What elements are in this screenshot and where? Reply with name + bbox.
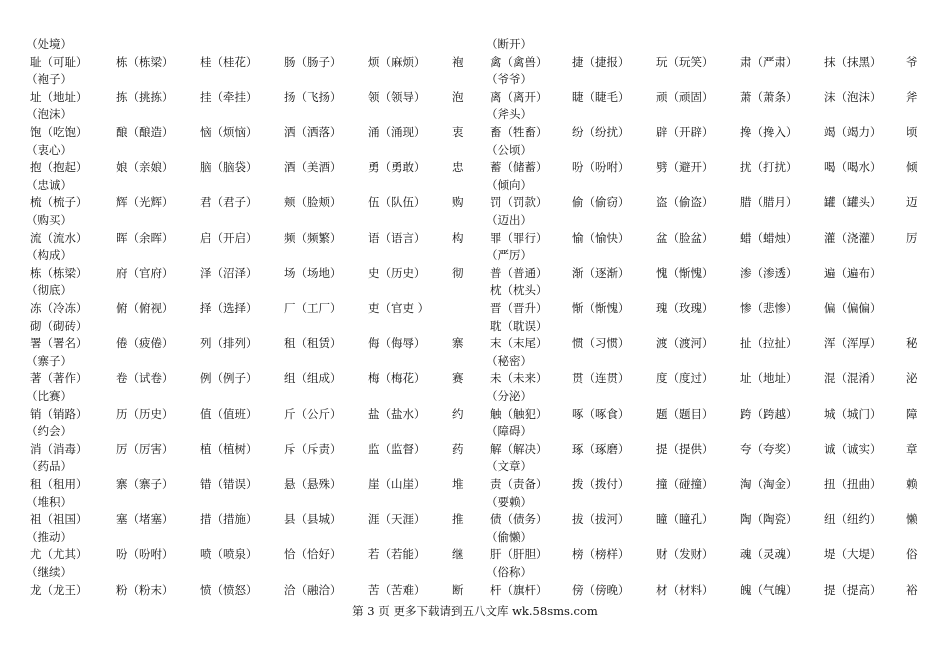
word-entry: 流（流水） <box>30 231 88 245</box>
word-entry: 赛 <box>452 371 464 385</box>
word-entry: 纽（纽约） <box>824 512 882 526</box>
word-entry: （约会） <box>26 424 72 438</box>
word-entry: 袍 <box>452 55 464 69</box>
word-entry: 洽（融洽） <box>284 583 342 597</box>
word-entry: （继续） <box>26 565 72 579</box>
word-entry: 离（离开） <box>490 90 548 104</box>
word-entry: 肃（严肃） <box>740 55 798 69</box>
word-entry: 寨（寨子） <box>116 477 174 491</box>
word-entry: 盗（偷盗） <box>656 195 714 209</box>
word-entry: 梳（梳子） <box>30 195 88 209</box>
word-entry: 堤（大堤） <box>824 547 882 561</box>
word-entry: 提（提供） <box>656 442 714 456</box>
word-entry: （寨子） <box>26 354 72 368</box>
word-entry: 晋（晋升） <box>490 301 548 315</box>
word-entry: 植（植树） <box>200 442 258 456</box>
word-entry: 斥（斥责） <box>284 442 342 456</box>
word-entry: 俯（俯视） <box>116 301 174 315</box>
word-entry: （要赖） <box>486 495 532 509</box>
word-entry: 普（普通） <box>490 266 548 280</box>
word-entry: 陶（陶瓷） <box>740 512 798 526</box>
word-entry: 桂（桂花） <box>200 55 258 69</box>
word-entry: 惭（惭愧） <box>572 301 630 315</box>
word-entry: 恰（恰好） <box>284 547 342 561</box>
word-entry: 晖（余晖） <box>116 231 174 245</box>
word-entry: 萧（萧条） <box>740 90 798 104</box>
word-entry: （处境） <box>26 37 72 51</box>
word-entry: 撞（碰撞） <box>656 477 714 491</box>
word-entry: 悬（悬殊） <box>284 477 342 491</box>
word-entry: 耽（耽误） <box>490 319 548 333</box>
word-entry: 约 <box>452 407 464 421</box>
word-entry: 寨 <box>452 336 464 350</box>
word-entry: 瑰（玫瑰） <box>656 301 714 315</box>
word-entry: 混（混淆） <box>824 371 882 385</box>
word-entry: 构 <box>452 231 464 245</box>
word-entry: 栋（栋梁） <box>116 55 174 69</box>
word-entry: 淘（淘金） <box>740 477 798 491</box>
word-entry: 租（租用） <box>30 477 88 491</box>
word-entry: （忠诚） <box>26 178 72 192</box>
word-entry: 例（例子） <box>200 371 258 385</box>
word-entry: 盐（盐水） <box>368 407 426 421</box>
word-entry: 泌 <box>906 371 918 385</box>
word-entry: 酿（酿造） <box>116 125 174 139</box>
word-entry: （爷爷） <box>486 72 532 86</box>
word-entry: 盆（脸盆） <box>656 231 714 245</box>
word-entry: 烦（麻烦） <box>368 55 426 69</box>
word-entry: 租（租赁） <box>284 336 342 350</box>
word-entry: 杆（旗杆） <box>490 583 548 597</box>
word-entry: （障碍） <box>486 424 532 438</box>
word-entry: 组（组成） <box>284 371 342 385</box>
word-entry: 偷（偷窃） <box>572 195 630 209</box>
word-entry: 崖（山崖） <box>368 477 426 491</box>
word-entry: 睫（睫毛） <box>572 90 630 104</box>
word-entry: 蜡（蜡烛） <box>740 231 798 245</box>
word-entry: 娘（亲娘） <box>116 160 174 174</box>
word-entry: （分泌） <box>486 389 532 403</box>
word-entry: 罚（罚款） <box>490 195 548 209</box>
word-entry: 吩（吩咐） <box>572 160 630 174</box>
word-entry: 拣（挑拣） <box>116 90 174 104</box>
word-entry: 勇（勇敢） <box>368 160 426 174</box>
word-entry: 拨（拨付） <box>572 477 630 491</box>
word-entry: 责（责备） <box>490 477 548 491</box>
word-entry: 赖 <box>906 477 918 491</box>
word-entry: （文章） <box>486 459 532 473</box>
word-entry: 伍（队伍） <box>368 195 426 209</box>
word-entry: 署（署名） <box>30 336 88 350</box>
word-entry: 吩（吩咐） <box>116 547 174 561</box>
word-entry: 偏（偏偏） <box>824 301 882 315</box>
word-entry: （俗称） <box>486 565 532 579</box>
word-entry: 场（场地） <box>284 266 342 280</box>
word-entry: 厉（厉害） <box>116 442 174 456</box>
word-entry: （比赛） <box>26 389 72 403</box>
word-entry: （堆积） <box>26 495 72 509</box>
word-entry: 泽（沼泽） <box>200 266 258 280</box>
word-entry: 肠（肠子） <box>284 55 342 69</box>
word-entry: 扰（打扰） <box>740 160 798 174</box>
word-entry: 魄（气魄） <box>740 583 798 597</box>
word-entry: 侮（侮辱） <box>368 336 426 350</box>
page-footer: 第 3 页 更多下载请到五八文库 wk.58sms.com <box>352 604 598 618</box>
word-entry: 畜（牲畜） <box>490 125 548 139</box>
word-entry: 末（末尾） <box>490 336 548 350</box>
word-entry: 涯（天涯） <box>368 512 426 526</box>
word-entry: 浑（浑厚） <box>824 336 882 350</box>
word-entry: 抹（抹黑） <box>824 55 882 69</box>
word-entry: 罐（罐头） <box>824 195 882 209</box>
word-entry: 爷 <box>906 55 918 69</box>
word-entry: 洒（洒落） <box>284 125 342 139</box>
word-entry: 断 <box>452 583 464 597</box>
word-entry: （斧头） <box>486 107 532 121</box>
word-entry: 挂（牵挂） <box>200 90 258 104</box>
word-entry: 耻（可耻） <box>30 55 88 69</box>
word-entry: （购买） <box>26 213 72 227</box>
word-entry: 提（提高） <box>824 583 882 597</box>
word-entry: 冻（冷冻） <box>30 301 88 315</box>
word-entry: 度（度过） <box>656 371 714 385</box>
word-entry: 诚（诚实） <box>824 442 882 456</box>
word-entry: 魂（灵魂） <box>740 547 798 561</box>
word-entry: 错（错误） <box>200 477 258 491</box>
word-entry: （严厉） <box>486 248 532 262</box>
word-entry: 斧 <box>906 90 918 104</box>
word-entry: 厉 <box>906 231 918 245</box>
word-entry: 渡（渡河） <box>656 336 714 350</box>
word-entry: （彻底） <box>26 283 72 297</box>
word-entry: 若（若能） <box>368 547 426 561</box>
word-entry: 扯（拉扯） <box>740 336 798 350</box>
word-entry: 贯（连贯） <box>572 371 630 385</box>
word-entry: 龙（龙王） <box>30 583 88 597</box>
word-entry: （推动） <box>26 530 72 544</box>
word-entry: 尤（尤其） <box>30 547 88 561</box>
word-entry: 泡 <box>452 90 464 104</box>
word-entry: 值（值班） <box>200 407 258 421</box>
word-entry: 史（历史） <box>368 266 426 280</box>
word-entry: 懒 <box>906 512 918 526</box>
word-entry: 秘 <box>906 336 918 350</box>
word-entry: 解（解决） <box>490 442 548 456</box>
word-entry: 祖（祖国） <box>30 512 88 526</box>
word-entry: 愤（愤怒） <box>200 583 258 597</box>
word-entry: 频（频繁） <box>284 231 342 245</box>
word-entry: 触（触犯） <box>490 407 548 421</box>
word-entry: 著（著作） <box>30 371 88 385</box>
word-entry: 裕 <box>906 583 918 597</box>
word-entry: 列（排列） <box>200 336 258 350</box>
word-entry: 药 <box>452 442 464 456</box>
word-entry: 抱（抱起） <box>30 160 88 174</box>
word-entry: （衷心） <box>26 143 72 157</box>
word-entry: 喝（喝水） <box>824 160 882 174</box>
word-entry: 蓄（储蓄） <box>490 160 548 174</box>
word-entry: 俗 <box>906 547 918 561</box>
word-entry: 涌（涌现） <box>368 125 426 139</box>
word-entry: （秘密） <box>486 354 532 368</box>
word-entry: 斤（公斤） <box>284 407 342 421</box>
word-entry: 渗（渗透） <box>740 266 798 280</box>
word-entry: 竭（竭力） <box>824 125 882 139</box>
word-entry: 沫（泡沫） <box>824 90 882 104</box>
word-entry: （迈出） <box>486 213 532 227</box>
word-entry: 恼（烦恼） <box>200 125 258 139</box>
word-entry: 塞（堵塞） <box>116 512 174 526</box>
word-entry: 啄（啄食） <box>572 407 630 421</box>
word-entry: （袍子） <box>26 72 72 86</box>
word-entry: 启（开启） <box>200 231 258 245</box>
word-entry: 枕（枕头） <box>490 283 548 297</box>
word-entry: 粉（粉末） <box>116 583 174 597</box>
word-entry: 购 <box>452 195 464 209</box>
word-entry: 禽（禽兽） <box>490 55 548 69</box>
word-entry: 颊（脸颊） <box>284 195 342 209</box>
word-entry: 劈（避开） <box>656 160 714 174</box>
word-entry: 城（城门） <box>824 407 882 421</box>
word-entry: （构成） <box>26 248 72 262</box>
word-entry: 愉（愉快） <box>572 231 630 245</box>
word-entry: 扭（扭曲） <box>824 477 882 491</box>
word-entry: 顽（顽固） <box>656 90 714 104</box>
word-entry: 府（官府） <box>116 266 174 280</box>
word-entry: 瞳（瞳孔） <box>656 512 714 526</box>
word-entry: 彻 <box>452 266 464 280</box>
word-entry: 腊（腊月） <box>740 195 798 209</box>
word-entry: （泡沫） <box>26 107 72 121</box>
word-entry: 砌（砌砖） <box>30 319 88 333</box>
word-entry: 惨（悲惨） <box>740 301 798 315</box>
word-entry: 顷 <box>906 125 918 139</box>
word-entry: 辉（光辉） <box>116 195 174 209</box>
word-entry: 惯（习惯） <box>572 336 630 350</box>
word-entry: 苦（苦难） <box>368 583 426 597</box>
word-entry: （药品） <box>26 459 72 473</box>
word-entry: 县（县城） <box>284 512 342 526</box>
word-entry: 堆 <box>452 477 464 491</box>
word-entry: 债（债务） <box>490 512 548 526</box>
word-entry: 辟（开辟） <box>656 125 714 139</box>
word-entry: 章 <box>906 442 918 456</box>
word-entry: 址（地址） <box>30 90 88 104</box>
word-entry: 脑（脑袋） <box>200 160 258 174</box>
word-entry: （断开） <box>486 37 532 51</box>
word-entry: 遍（遍布） <box>824 266 882 280</box>
word-entry: 捷（捷报） <box>572 55 630 69</box>
word-entry: 梅（梅花） <box>368 371 426 385</box>
word-entry: 肝（肝胆） <box>490 547 548 561</box>
word-entry: 址（地址） <box>740 371 798 385</box>
word-entry: 玩（玩笑） <box>656 55 714 69</box>
word-entry: 择（选择） <box>200 301 258 315</box>
word-entry: 措（措施） <box>200 512 258 526</box>
word-entry: 灌（浇灌） <box>824 231 882 245</box>
word-entry: （倾向） <box>486 178 532 192</box>
word-entry: 夸（夸奖） <box>740 442 798 456</box>
word-entry: 历（历史） <box>116 407 174 421</box>
word-entry: 纷（纷扰） <box>572 125 630 139</box>
word-entry: 渐（逐渐） <box>572 266 630 280</box>
word-entry: 倾 <box>906 160 918 174</box>
word-entry: 衷 <box>452 125 464 139</box>
word-entry: 财（发财） <box>656 547 714 561</box>
word-entry: 销（销路） <box>30 407 88 421</box>
word-entry: 饱（吃饱） <box>30 125 88 139</box>
word-entry: 推 <box>452 512 464 526</box>
word-entry: 监（监督） <box>368 442 426 456</box>
word-entry: 消（消毒） <box>30 442 88 456</box>
word-entry: 迈 <box>906 195 918 209</box>
word-entry: 厂（工厂） <box>284 301 342 315</box>
word-entry: 愧（惭愧） <box>656 266 714 280</box>
word-entry: 栋（栋梁） <box>30 266 88 280</box>
word-entry: 卷（试卷） <box>116 371 174 385</box>
word-entry: 领（领导） <box>368 90 426 104</box>
word-entry: 扬（飞扬） <box>284 90 342 104</box>
word-entry: 吏（官吏 ） <box>368 301 430 315</box>
word-entry: 罪（罪行） <box>490 231 548 245</box>
word-entry: 拔（拔河） <box>572 512 630 526</box>
word-entry: 榜（榜样） <box>572 547 630 561</box>
word-entry: 倦（疲倦） <box>116 336 174 350</box>
word-entry: （公顷） <box>486 143 532 157</box>
word-entry: 琢（琢磨） <box>572 442 630 456</box>
word-entry: 搀（搀入） <box>740 125 798 139</box>
word-entry: 喷（喷泉） <box>200 547 258 561</box>
word-entry: 障 <box>906 407 918 421</box>
word-entry: 酒（美酒） <box>284 160 342 174</box>
word-entry: （偷懒） <box>486 530 532 544</box>
word-entry: 材（材料） <box>656 583 714 597</box>
word-entry: 未（未来） <box>490 371 548 385</box>
word-entry: 忠 <box>452 160 464 174</box>
word-entry: 继 <box>452 547 464 561</box>
word-entry: 傍（傍晚） <box>572 583 630 597</box>
word-entry: 题（题目） <box>656 407 714 421</box>
word-entry: 君（君子） <box>200 195 258 209</box>
word-entry: 跨（跨越） <box>740 407 798 421</box>
word-entry: 语（语言） <box>368 231 426 245</box>
